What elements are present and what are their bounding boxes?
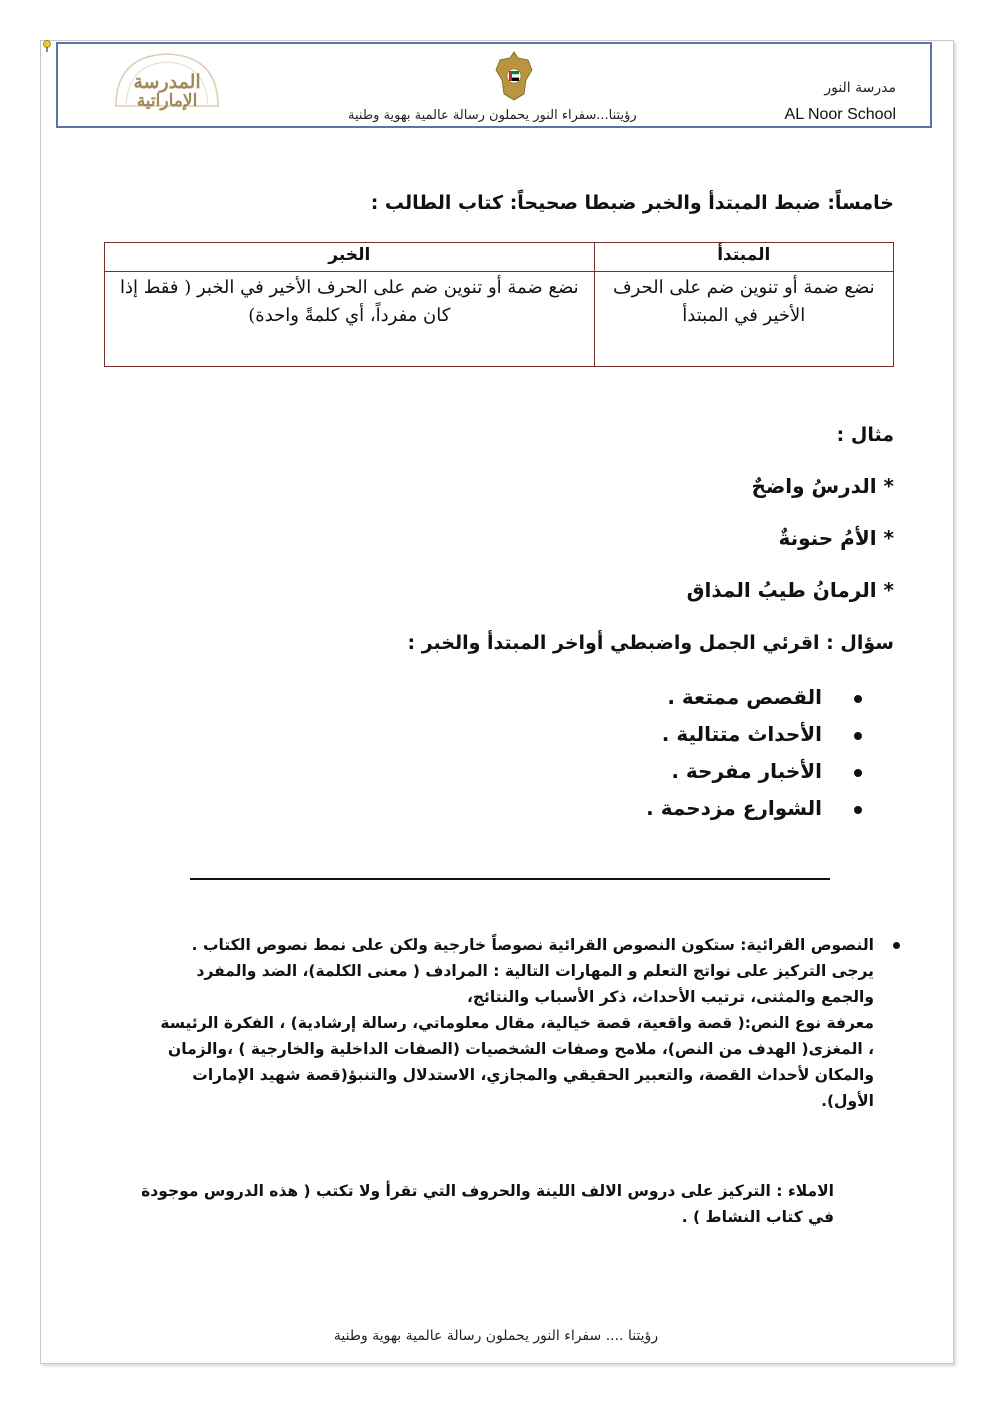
- table-cell: نضع ضمة أو تنوين ضم على الحرف الأخير في الخبر ( فقط إذا كان مفرداً، أي كلمةً واحدة): [105, 272, 595, 367]
- list-item: [646, 682, 862, 719]
- rules-table: [104, 242, 894, 367]
- example-line: * الدرسُ واضحٌ: [751, 474, 894, 498]
- example-title: مثال :: [836, 424, 894, 446]
- dictation-note: الاملاء : التركيز على دروس الالف اللينة والحروف التي تقرأ ولا تكتب ( هذه الدروس موجودة في كتاب النشاط ) .: [141, 1182, 834, 1226]
- bullet-icon: [854, 695, 862, 703]
- table-header-cell: المبتدأ: [594, 243, 893, 272]
- notes-line: يرجى التركيز على نواتج التعلم و المهارات التالية : المرادف ( معنى الكلمة)، الضد والمفرد والجمع والمثنى، ترتيب الأحداث، ذكر الأسباب والنتائج،: [196, 962, 874, 1006]
- pin-icon: [42, 40, 52, 52]
- question-title: سؤال : اقرئي الجمل واضبطي أواخر المبتدأ والخبر :: [407, 632, 894, 654]
- list-item-text: الأخبار مفرحة .: [671, 759, 822, 783]
- school-name-en: AL Noor School: [784, 106, 896, 123]
- letterhead: [56, 42, 932, 128]
- table-row: [105, 272, 894, 367]
- bullet-icon: [854, 732, 862, 740]
- example-line: * الرمانُ طيبُ المذاق: [686, 578, 894, 602]
- list-item-text: القصص ممتعة .: [667, 685, 822, 709]
- question-list: [646, 682, 862, 830]
- list-item-text: الشوارع مزدحمة .: [646, 796, 822, 820]
- section-title: خامساً: ضبط المبتدأ والخبر ضبطا صحيحاً: كتاب الطالب :: [370, 192, 894, 214]
- bullet-icon: [854, 806, 862, 814]
- logo-text-line2: الإماراتية: [136, 91, 198, 111]
- notes-line: معرفة نوع النص:( قصة واقعية، قصة خيالية، مقال معلوماتي، رسالة إرشادية) ، الفكرة الرئيسة ، المغزى( الهدف من النص)، ملامح وصفات الشخصيات (الصفات الداخلية والخارجية ) ،والزمان والمكان لأحداث القصة، والتعبير الحقيقي والمجازي، الاستدلال والتنبؤ(قصة شهيد الإمارات الأول).: [160, 1014, 874, 1110]
- school-logo-icon: [108, 50, 226, 112]
- table-cell: نضع ضمة أو تنوين ضم على الحرف الأخير في المبتدأ: [594, 272, 893, 367]
- list-item-text: الأحداث متتالية .: [661, 722, 822, 746]
- list-item: [646, 793, 862, 830]
- table-header-cell: الخبر: [105, 243, 595, 272]
- bullet-icon: [893, 942, 900, 949]
- notes-line: النصوص القرائية: ستكون النصوص القرائية نصوصاً خارجية ولكن على نمط نصوص الكتاب .: [191, 936, 874, 954]
- list-item: [646, 719, 862, 756]
- example-line: * الأمُ حنونةٌ: [778, 526, 894, 550]
- logo-text-line1: المدرسة: [133, 71, 201, 93]
- table-header-row: [105, 243, 894, 272]
- bullet-icon: [854, 769, 862, 777]
- notes-block: [154, 932, 874, 1114]
- footer-vision: رؤيتنا .... سفراء النور يحملون رسالة عالمية بهوية وطنية: [333, 1328, 659, 1344]
- header-vision-text: رؤيتنا...سفراء النور يحملون رسالة عالمية بهوية وطنية: [348, 108, 637, 123]
- school-name-ar: مدرسة النور: [824, 80, 896, 96]
- list-item: [646, 756, 862, 793]
- horizontal-divider: [190, 878, 830, 880]
- uae-emblem-icon: [494, 50, 534, 102]
